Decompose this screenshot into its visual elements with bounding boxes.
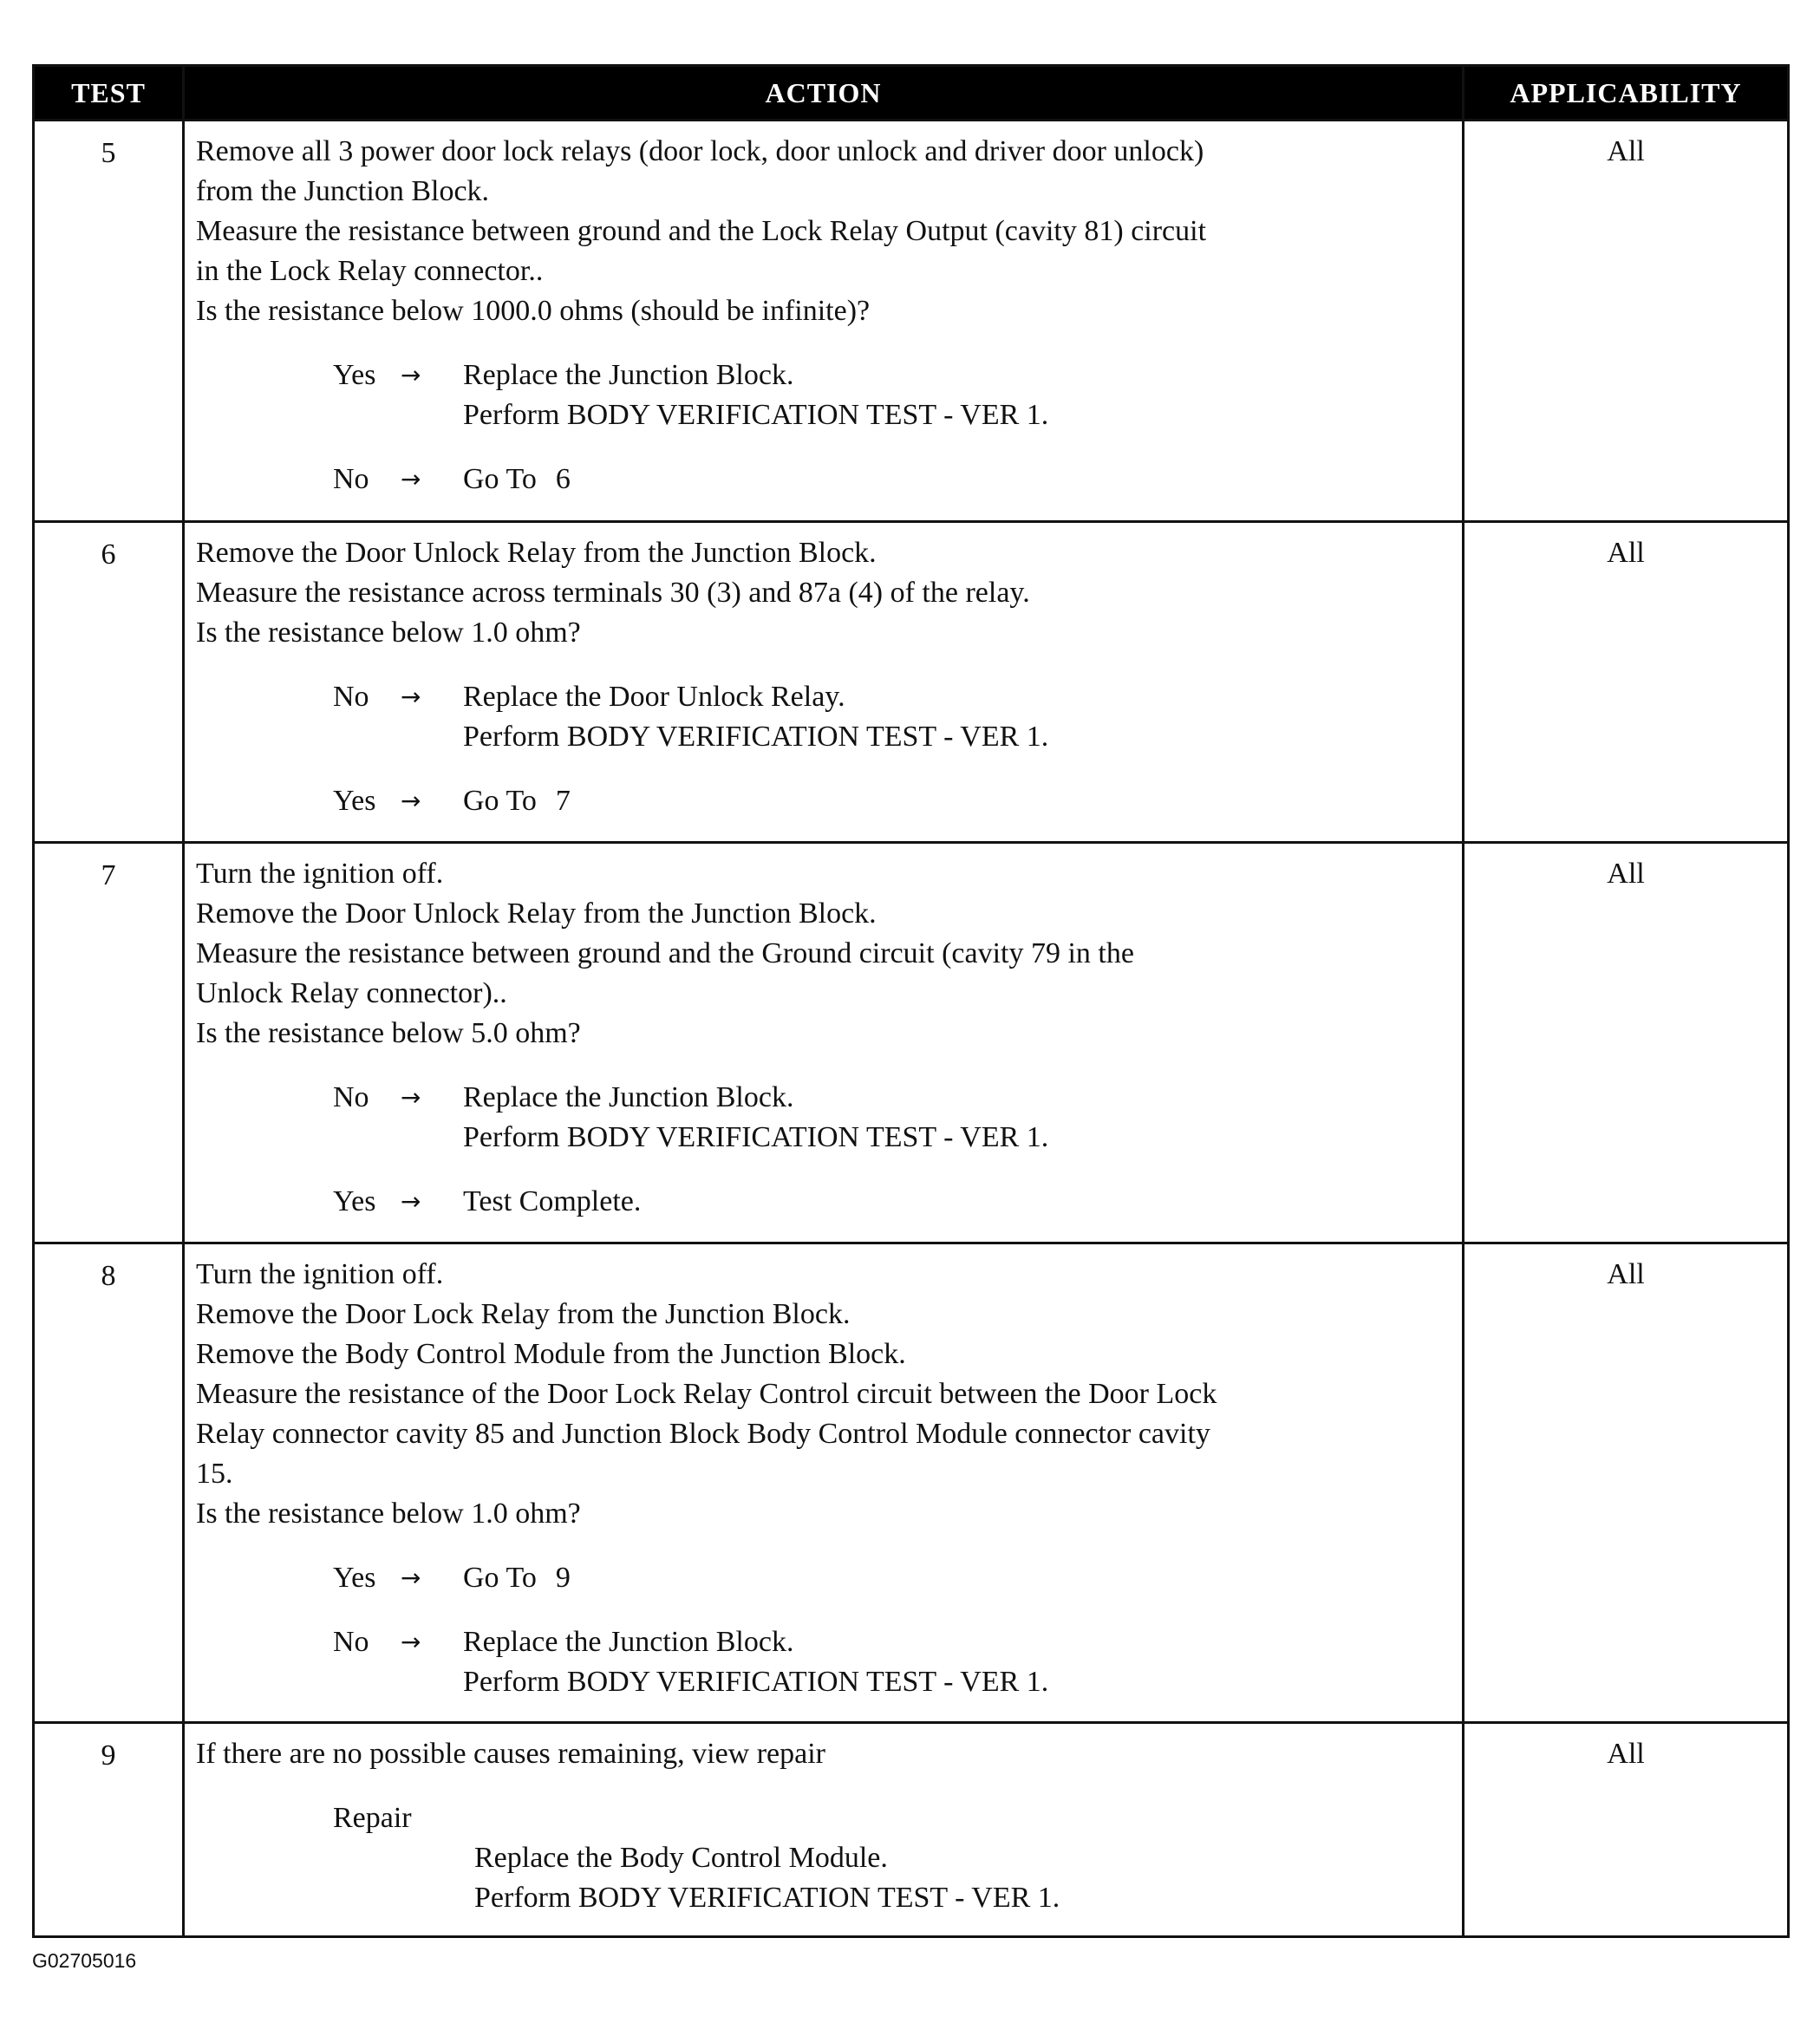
action-cell bbox=[184, 1723, 1464, 1937]
arrow-right-icon: → bbox=[401, 1187, 421, 1216]
arrow-right-icon: → bbox=[401, 465, 421, 493]
goto-label: Go To bbox=[463, 1562, 537, 1594]
action-line: Measure the resistance between ground and the Ground circuit (cavity 79 in the bbox=[196, 937, 1134, 969]
header-test: TEST bbox=[34, 66, 184, 121]
action-line: Measure the resistance of the Door Lock Relay Control circuit between the Door Lock bbox=[196, 1378, 1217, 1410]
result-line: Replace the Junction Block. bbox=[463, 1626, 794, 1658]
response-answer: Yes bbox=[333, 1562, 376, 1594]
response-no bbox=[333, 460, 1453, 499]
action-line: Remove the Door Lock Relay from the Junction Block. bbox=[196, 1298, 851, 1330]
action-line: from the Junction Block. bbox=[196, 175, 490, 207]
arrow-right-icon: → bbox=[401, 1563, 421, 1592]
response-no bbox=[333, 677, 1453, 757]
action-line: Remove the Door Unlock Relay from the Junction Block. bbox=[196, 897, 877, 930]
table-row bbox=[34, 1243, 1789, 1723]
result-line: Replace the Junction Block. bbox=[463, 1081, 794, 1113]
response-yes bbox=[333, 1182, 1453, 1222]
action-cell bbox=[184, 121, 1464, 522]
response-result bbox=[463, 1182, 1453, 1222]
result-line: Test Complete. bbox=[463, 1185, 642, 1217]
arrow-right-icon: → bbox=[401, 361, 421, 389]
arrow-right-icon: → bbox=[401, 786, 421, 815]
table-row bbox=[34, 121, 1789, 522]
action-line: Is the resistance below 1.0 ohm? bbox=[196, 1498, 581, 1530]
goto-test-number: 6 bbox=[555, 463, 571, 495]
table-header-row bbox=[34, 66, 1789, 121]
repair-label: Repair bbox=[333, 1802, 412, 1834]
arrow-right-icon: → bbox=[401, 1628, 421, 1656]
result-line: Perform BODY VERIFICATION TEST - VER 1. bbox=[463, 721, 1049, 753]
header-action: ACTION bbox=[184, 66, 1464, 121]
test-number: 7 bbox=[34, 843, 184, 1243]
response-goto bbox=[463, 781, 1453, 821]
action-line: Turn the ignition off. bbox=[196, 1258, 444, 1290]
action-line: Is the resistance below 1.0 ohm? bbox=[196, 617, 581, 649]
header-applicability: APPLICABILITY bbox=[1464, 66, 1789, 121]
table-row bbox=[34, 522, 1789, 843]
action-line: Remove the Body Control Module from the Junction Block. bbox=[196, 1338, 906, 1370]
response-yes bbox=[333, 1558, 1453, 1598]
action-line: Unlock Relay connector).. bbox=[196, 977, 507, 1009]
goto-label: Go To bbox=[463, 463, 537, 495]
response-result bbox=[463, 1622, 1453, 1702]
repair-line: Replace the Body Control Module. bbox=[474, 1842, 888, 1874]
test-number: 5 bbox=[34, 121, 184, 522]
action-line: Measure the resistance across terminals 30 (3) and 87a (4) of the relay. bbox=[196, 577, 1030, 609]
response-answer: No bbox=[333, 1081, 369, 1113]
response-no bbox=[333, 1622, 1453, 1702]
applicability-cell: All bbox=[1464, 1243, 1789, 1723]
action-line: Measure the resistance between ground and the Lock Relay Output (cavity 81) circuit bbox=[196, 215, 1207, 247]
goto-label: Go To bbox=[463, 785, 537, 817]
action-cell bbox=[184, 1243, 1464, 1723]
action-line: Relay connector cavity 85 and Junction Block Body Control Module connector cavity bbox=[196, 1418, 1210, 1450]
action-line: Remove all 3 power door lock relays (door lock, door unlock and driver door unlock) bbox=[196, 135, 1204, 167]
action-line: 15. bbox=[196, 1458, 233, 1490]
table-row bbox=[34, 1723, 1789, 1937]
action-line: If there are no possible causes remaining, view repair bbox=[196, 1738, 825, 1770]
test-number: 6 bbox=[34, 522, 184, 843]
repair-line: Perform BODY VERIFICATION TEST - VER 1. bbox=[474, 1882, 1060, 1914]
action-line: in the Lock Relay connector.. bbox=[196, 255, 544, 287]
response-result bbox=[463, 356, 1453, 435]
response-yes bbox=[333, 781, 1453, 821]
result-line: Perform BODY VERIFICATION TEST - VER 1. bbox=[463, 1121, 1049, 1153]
response-result bbox=[463, 677, 1453, 757]
diagnostic-test-table bbox=[32, 64, 1790, 1938]
action-line: Turn the ignition off. bbox=[196, 858, 444, 890]
applicability-cell: All bbox=[1464, 843, 1789, 1243]
response-no bbox=[333, 1078, 1453, 1158]
applicability-cell: All bbox=[1464, 121, 1789, 522]
repair-instructions bbox=[474, 1838, 1453, 1918]
response-yes bbox=[333, 356, 1453, 435]
arrow-right-icon: → bbox=[401, 1083, 421, 1112]
result-line: Perform BODY VERIFICATION TEST - VER 1. bbox=[463, 399, 1049, 431]
arrow-right-icon: → bbox=[401, 682, 421, 711]
response-goto bbox=[463, 460, 1453, 499]
table-row bbox=[34, 843, 1789, 1243]
action-cell bbox=[184, 522, 1464, 843]
action-line: Is the resistance below 5.0 ohm? bbox=[196, 1017, 581, 1049]
response-answer: No bbox=[333, 463, 369, 495]
test-number: 9 bbox=[34, 1723, 184, 1937]
action-cell bbox=[184, 843, 1464, 1243]
response-answer: No bbox=[333, 681, 369, 713]
applicability-cell: All bbox=[1464, 522, 1789, 843]
result-line: Perform BODY VERIFICATION TEST - VER 1. bbox=[463, 1666, 1049, 1698]
result-line: Replace the Door Unlock Relay. bbox=[463, 681, 845, 713]
figure-id: G02705016 bbox=[32, 1949, 137, 1972]
response-answer: Yes bbox=[333, 1185, 376, 1217]
applicability-cell: All bbox=[1464, 1723, 1789, 1937]
action-line: Is the resistance below 1000.0 ohms (should be infinite)? bbox=[196, 295, 871, 327]
result-line: Replace the Junction Block. bbox=[463, 359, 794, 391]
test-number: 8 bbox=[34, 1243, 184, 1723]
response-answer: Yes bbox=[333, 359, 376, 391]
goto-test-number: 9 bbox=[555, 1562, 571, 1594]
response-answer: Yes bbox=[333, 785, 376, 817]
goto-test-number: 7 bbox=[555, 785, 571, 817]
document-page bbox=[32, 64, 1787, 1938]
action-line: Remove the Door Unlock Relay from the Junction Block. bbox=[196, 537, 877, 569]
response-answer: No bbox=[333, 1626, 369, 1658]
response-result bbox=[463, 1078, 1453, 1158]
response-goto bbox=[463, 1558, 1453, 1598]
